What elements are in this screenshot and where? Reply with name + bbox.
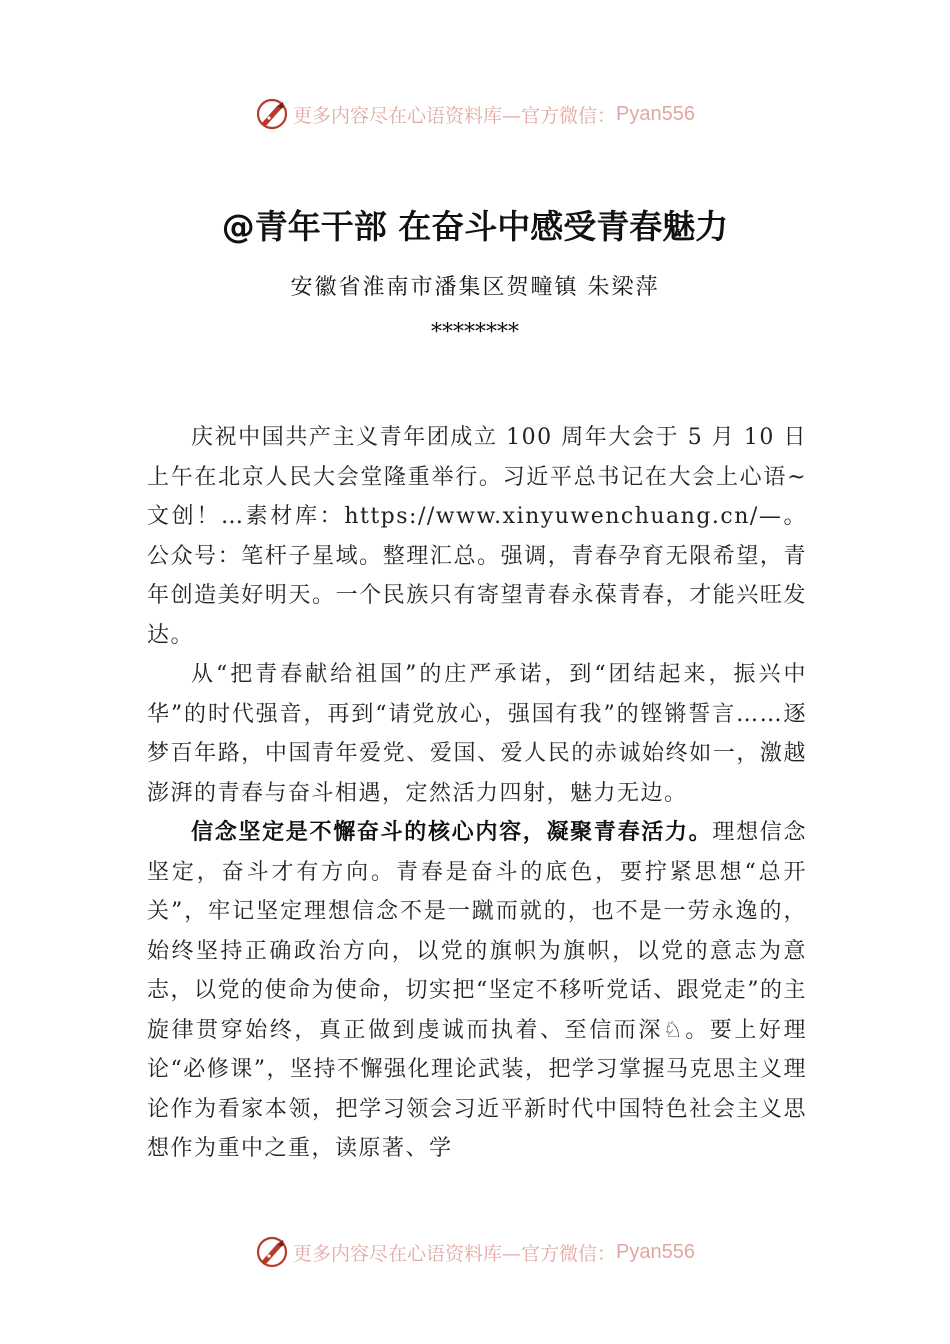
header-wechat-id: Pyan556	[616, 102, 695, 125]
paragraph-1: 庆祝中国共产主义青年团成立 100 周年大会于 5 月 10 日上午在北京人民大会堂隆重举行。习近平总书记在大会上心语~文创！…素材库：https://www.xinyuwenchuang.cn/—。公众号：笔杆子星域。整理汇总。强调，青春孕育无限希望，青年创造美好明天。一个民族只有寄望青春永葆青春，才能兴旺发达。	[147, 425, 807, 648]
page-title: @青年干部 在奋斗中感受青春魅力	[221, 207, 729, 246]
pen-nib-seal-icon	[255, 1235, 289, 1269]
article-body	[147, 418, 807, 1169]
pen-nib-seal-icon	[255, 97, 289, 131]
paragraph-3	[147, 813, 807, 1169]
separator: ********	[431, 320, 519, 345]
paragraph-2: 从“把青春献给祖国”的庄严承诺，到“团结起来，振兴中华”的时代强音，再到“请党放心，强国有我”的铿锵誓言……逐梦百年路，中国青年爱党、爱国、爱人民的赤诚始终如一，激越澎湃的青春与奋斗相遇，定然活力四射，魅力无边。	[147, 662, 807, 806]
paragraph-3-text: 理想信念坚定，奋斗才有方向。青春是奋斗的底色，要拧紧思想“总开关”，牢记坚定理想信念不是一蹴而就的，也不是一劳永逸的，始终坚持正确政治方向，以党的旗帜为旗帜，以党的意志为意志，以党的使命为使命，切实把“坚定不移听党话、跟党走”的主旋律贯穿始终，真正做到虔诚而执着、至信而深♘。要上好理论“必修课”，坚持不懈强化理论武装，把学习掌握马克思主义理论作为看家本领，把学习领会习近平新时代中国特色社会主义思想作为重中之重，读原著、学	[147, 820, 807, 1161]
paragraph-3-lead: 信念坚定是不懈奋斗的核心内容，凝聚青春活力。	[191, 820, 713, 845]
header-brand-text: 更多内容尽在心语资料库—官方微信：	[293, 104, 617, 127]
footer-watermark	[0, 1232, 950, 1272]
header-watermark	[0, 94, 950, 134]
footer-brand-text: 更多内容尽在心语资料库—官方微信：	[293, 1242, 617, 1265]
footer-wechat-id: Pyan556	[616, 1240, 695, 1263]
author-line: 安徽省淮南市潘集区贺疃镇 朱梁萍	[290, 275, 660, 300]
